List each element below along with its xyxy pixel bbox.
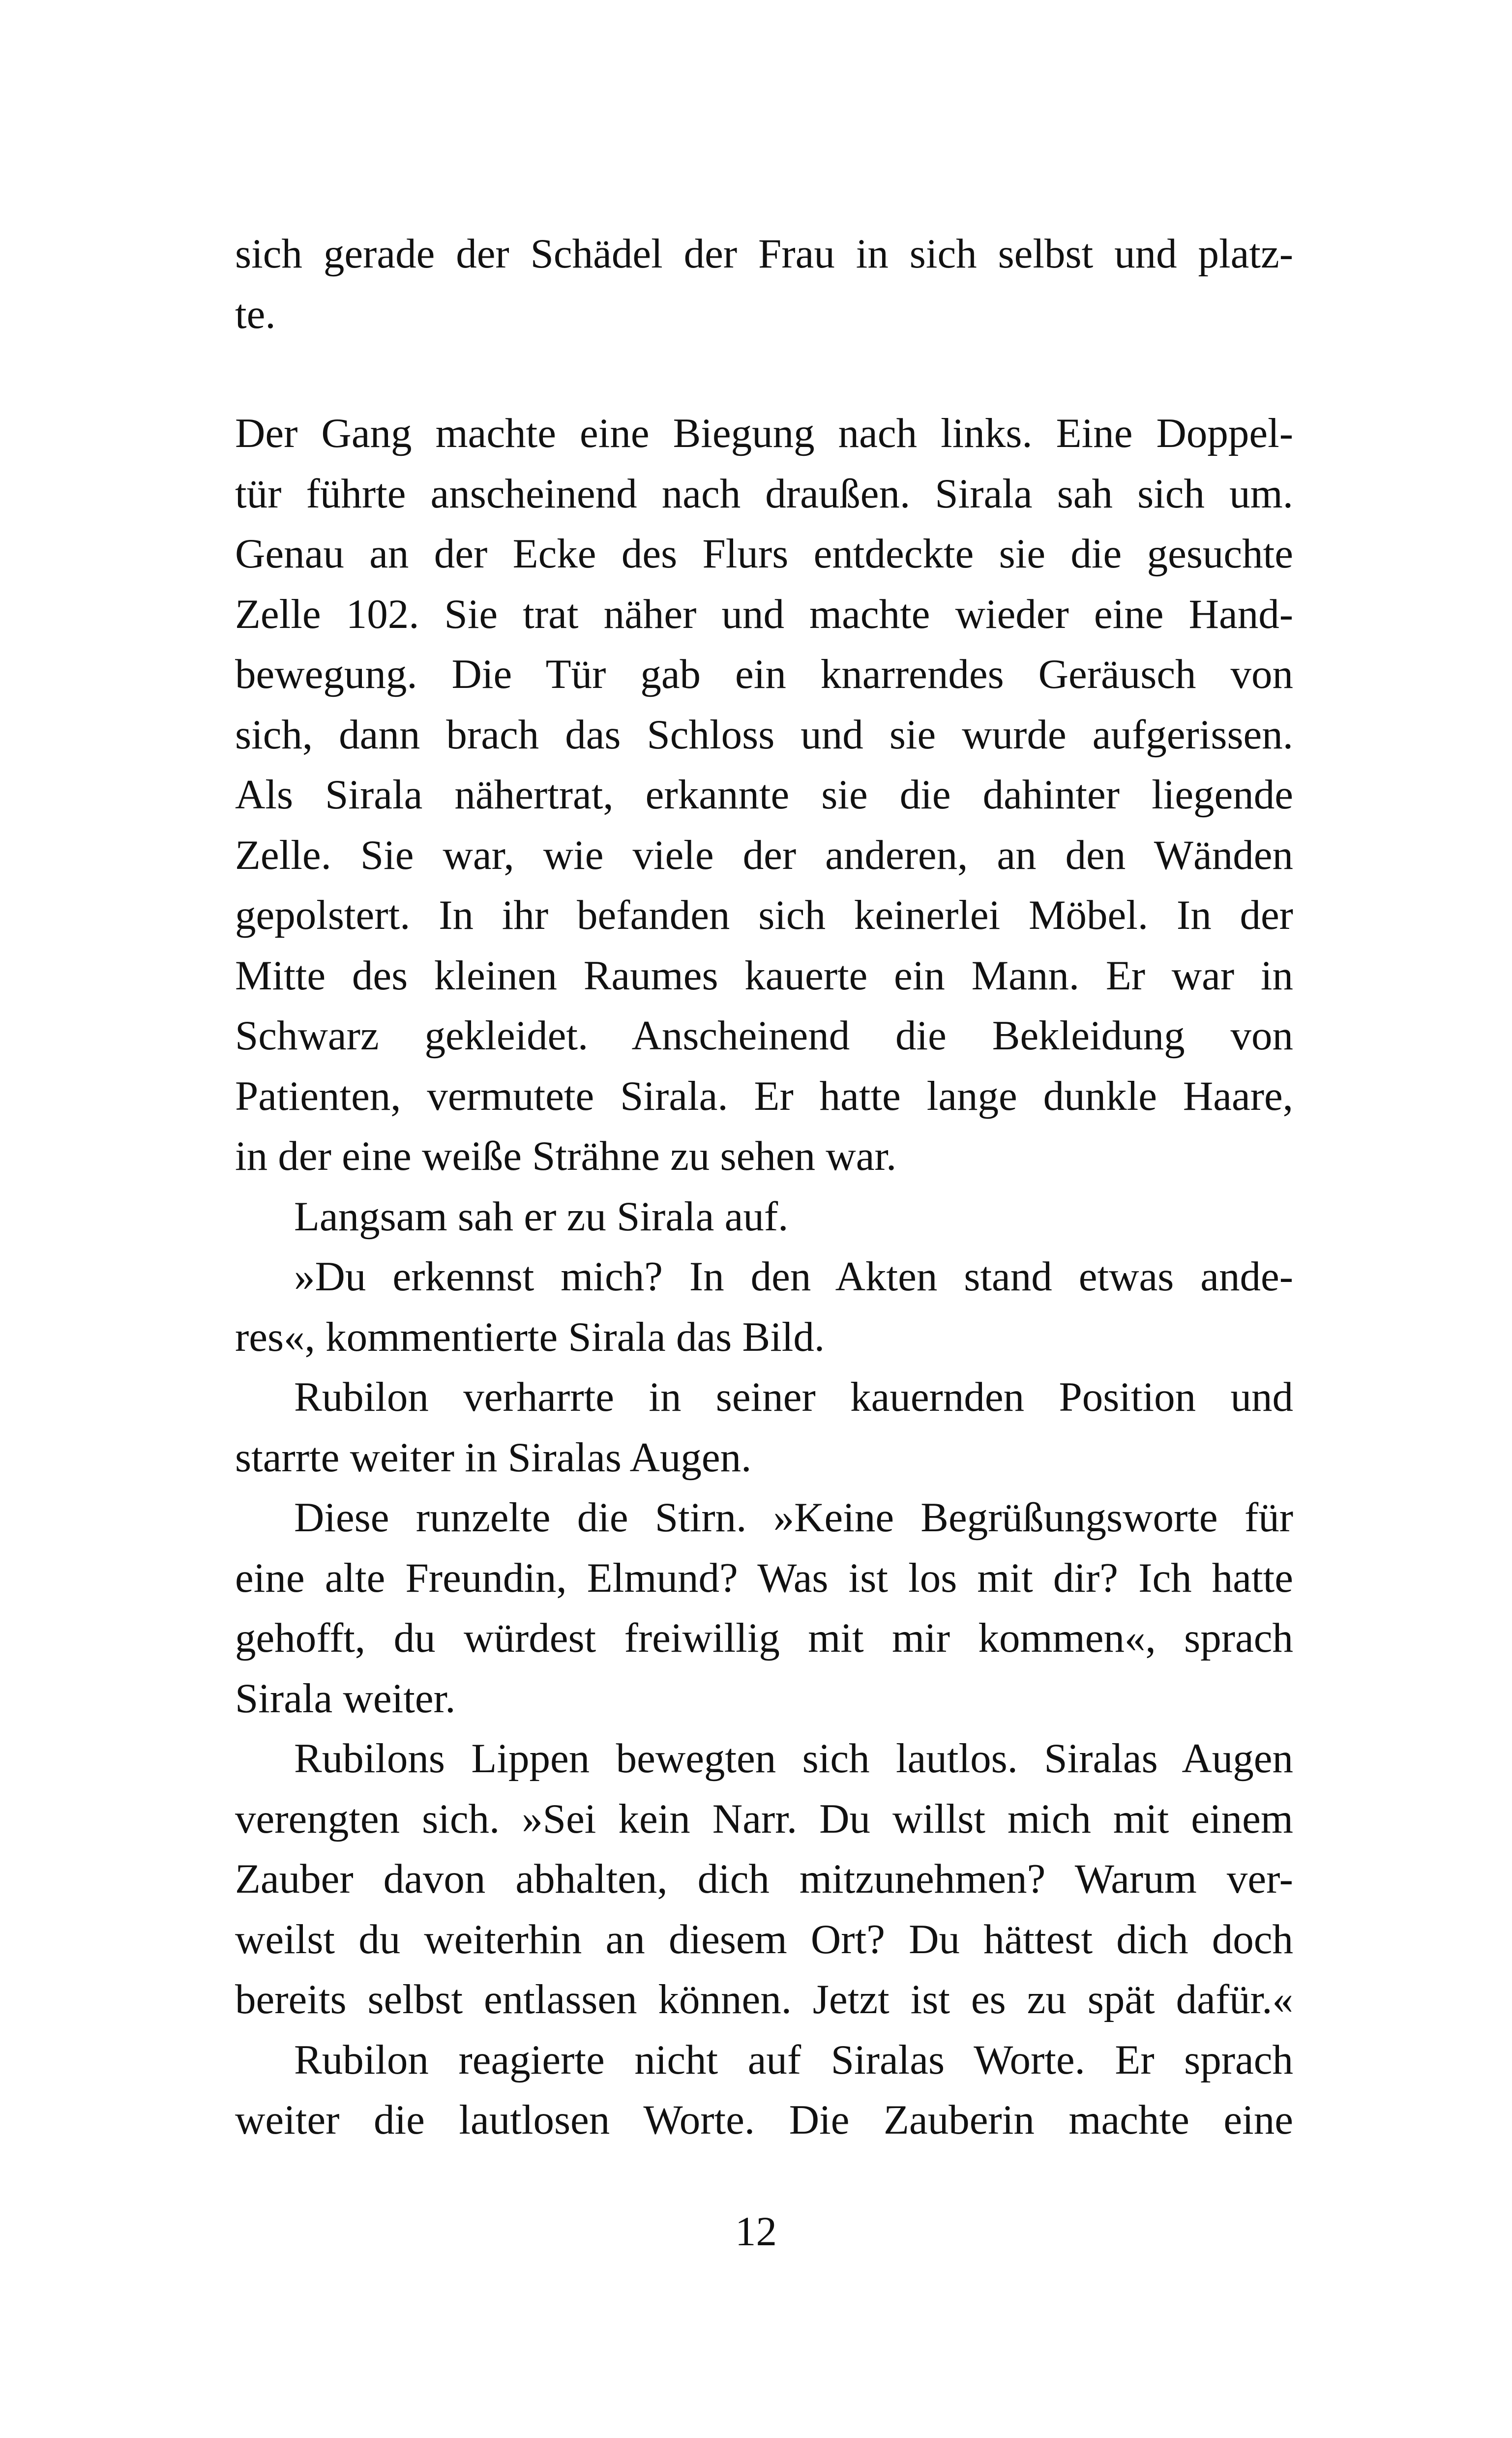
text-line: sich, dann brach das Schloss und sie wurde aufgerissen. xyxy=(235,711,1293,758)
text-line: tür führte anscheinend nach draußen. Sirala sah sich um. xyxy=(235,470,1293,517)
text-line: starrte weiter in Siralas Augen. xyxy=(235,1434,752,1481)
text-line: verengten sich. »Sei kein Narr. Du willst mich mit einem xyxy=(235,1795,1293,1842)
text-line: Langsam sah er zu Sirala auf. xyxy=(294,1193,789,1240)
text-line: Als Sirala nähertrat, erkannte sie die dahinter liegende xyxy=(235,772,1293,818)
text-line: Rubilons Lippen bewegten sich lautlos. Siralas Augen xyxy=(294,1735,1293,1782)
body-text xyxy=(235,224,1293,2150)
text-line: Rubilon verharrte in seiner kauernden Position und xyxy=(294,1374,1293,1420)
text-line: Patienten, vermutete Sirala. Er hatte lange dunkle Haare, xyxy=(235,1072,1293,1119)
page-number: 12 xyxy=(735,2208,777,2255)
text-line: weilst du weiterhin an diesem Ort? Du hättest dich doch xyxy=(235,1916,1293,1962)
text-line: in der eine weiße Strähne zu sehen war. xyxy=(235,1133,897,1179)
text-line: Diese runzelte die Stirn. »Keine Begrüßungsworte für xyxy=(294,1494,1293,1541)
text-line: sich gerade der Schädel der Frau in sich selbst und platz- xyxy=(235,231,1293,277)
text-line: eine alte Freundin, Elmund? Was ist los mit dir? Ich hatte xyxy=(235,1554,1293,1601)
text-line: weiter die lautlosen Worte. Die Zauberin machte eine xyxy=(235,2097,1293,2143)
text-line: Mitte des kleinen Raumes kauerte ein Mann. Er war in xyxy=(235,952,1293,999)
text-line: res«, kommentierte Sirala das Bild. xyxy=(235,1313,825,1360)
text-line: gehofft, du würdest freiwillig mit mir kommen«, sprach xyxy=(235,1615,1293,1661)
text-line: Zauber davon abhalten, dich mitzunehmen? Warum ver- xyxy=(235,1856,1293,1902)
text-line: Der Gang machte eine Biegung nach links. Eine Doppel- xyxy=(235,410,1293,456)
text-line: bewegung. Die Tür gab ein knarrendes Geräusch von xyxy=(235,651,1293,697)
text-line: gepolstert. In ihr befanden sich keinerlei Möbel. In der xyxy=(235,892,1293,938)
text-line: Schwarz gekleidet. Anscheinend die Bekleidung von xyxy=(235,1012,1293,1059)
text-line: Zelle 102. Sie trat näher und machte wieder eine Hand- xyxy=(235,591,1293,637)
text-line: Genau an der Ecke des Flurs entdeckte sie die gesuchte xyxy=(235,531,1293,577)
text-line: Sirala weiter. xyxy=(235,1675,456,1722)
text-line: »Du erkennst mich? In den Akten stand etwas ande- xyxy=(294,1253,1293,1300)
text-line: Zelle. Sie war, wie viele der anderen, an den Wänden xyxy=(235,832,1293,878)
text-line: te. xyxy=(235,291,276,337)
paragraph-gap xyxy=(235,344,1293,403)
text-line: Rubilon reagierte nicht auf Siralas Worte. Er sprach xyxy=(294,2036,1293,2083)
text-line: bereits selbst entlassen können. Jetzt ist es zu spät dafür.« xyxy=(235,1976,1293,2022)
